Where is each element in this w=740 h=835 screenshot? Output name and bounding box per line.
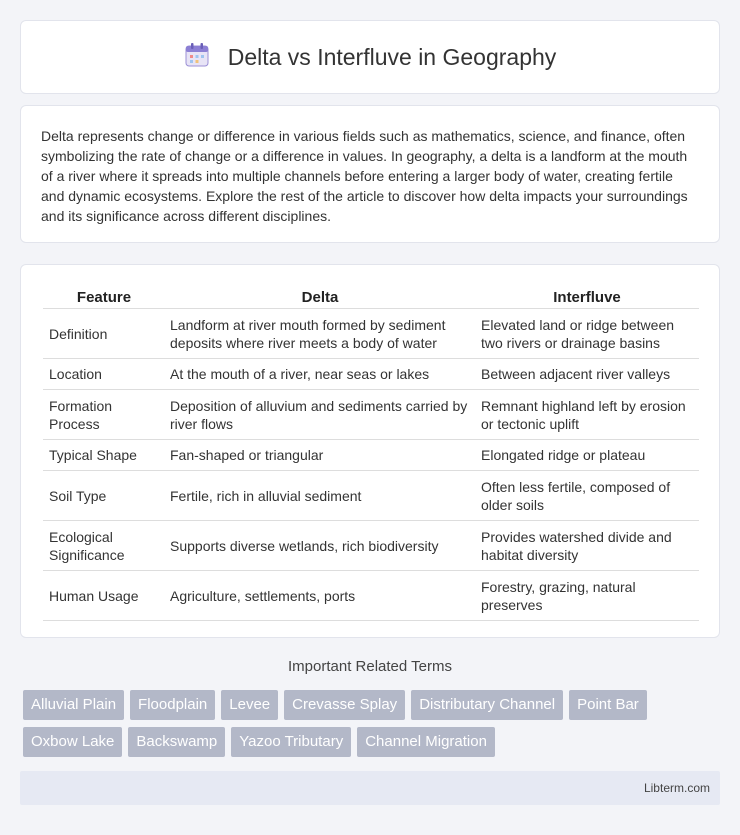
- header-feature: Feature: [43, 285, 165, 309]
- row-interfluve-cell: Provides watershed divide and habitat diversity: [476, 521, 699, 571]
- comparison-table: [43, 285, 699, 621]
- related-terms-title: Important Related Terms: [288, 658, 452, 675]
- row-feature-cell: Location: [43, 359, 165, 390]
- header-delta: Delta: [165, 285, 476, 309]
- row-delta-cell: At the mouth of a river, near seas or lakes: [165, 359, 476, 390]
- row-feature-cell: Ecological Significance: [43, 521, 165, 571]
- table-row: [43, 571, 699, 621]
- related-term-tag[interactable]: Point Bar: [569, 690, 647, 720]
- table-row: [43, 390, 699, 440]
- row-delta-cell: Deposition of alluvium and sediments carried by river flows: [165, 390, 476, 440]
- table-row: [43, 309, 699, 359]
- table-row: [43, 359, 699, 390]
- row-delta-cell: Agriculture, settlements, ports: [165, 571, 476, 621]
- related-term-tag[interactable]: Oxbow Lake: [23, 727, 122, 757]
- row-feature-cell: Formation Process: [43, 390, 165, 440]
- row-feature-cell: Typical Shape: [43, 440, 165, 471]
- row-interfluve-cell: Often less fertile, composed of older soils: [476, 471, 699, 521]
- table-row: [43, 521, 699, 571]
- related-term-tag[interactable]: Floodplain: [130, 690, 215, 720]
- intro-paragraph: Delta represents change or difference in various fields such as mathematics, science, and finance, often symbolizing the rate of change or a difference in values. In geography, a delta is a landform at the mouth of a river where it spreads into multiple channels before entering a larger body of water, creating fertile and dynamic ecosystems. Explore the rest of the article to discover how delta impacts your surroundings and its significance across different disciplines.: [41, 128, 688, 224]
- table-row: [43, 440, 699, 471]
- row-interfluve-cell: Elongated ridge or plateau: [476, 440, 699, 471]
- related-term-tag[interactable]: Channel Migration: [357, 727, 495, 757]
- comparison-table-card: [20, 264, 720, 638]
- row-feature-cell: Human Usage: [43, 571, 165, 621]
- calendar-icon: [184, 42, 210, 73]
- row-interfluve-cell: Remnant highland left by erosion or tectonic uplift: [476, 390, 699, 440]
- row-interfluve-cell: Elevated land or ridge between two rivers or drainage basins: [476, 309, 699, 359]
- header-inner: [184, 42, 557, 73]
- header-card: [20, 20, 720, 94]
- related-term-tag[interactable]: Levee: [221, 690, 278, 720]
- row-delta-cell: Fan-shaped or triangular: [165, 440, 476, 471]
- row-interfluve-cell: Between adjacent river valleys: [476, 359, 699, 390]
- footer-site-link[interactable]: Libterm.com: [643, 781, 710, 795]
- footer-bar: [20, 771, 720, 805]
- row-delta-cell: Supports diverse wetlands, rich biodiversity: [165, 521, 476, 571]
- row-feature-cell: Definition: [43, 309, 165, 359]
- related-term-tag[interactable]: Crevasse Splay: [284, 690, 405, 720]
- related-term-tag[interactable]: Backswamp: [128, 727, 225, 757]
- header-interfluve: Interfluve: [476, 285, 699, 309]
- row-delta-cell: Fertile, rich in alluvial sediment: [165, 471, 476, 521]
- row-feature-cell: Soil Type: [43, 471, 165, 521]
- row-interfluve-cell: Forestry, grazing, natural preserves: [476, 571, 699, 621]
- related-term-tag[interactable]: Distributary Channel: [411, 690, 563, 720]
- related-term-tag[interactable]: Alluvial Plain: [23, 690, 124, 720]
- row-delta-cell: Landform at river mouth formed by sediment deposits where river meets a body of water: [165, 309, 476, 359]
- table-row: [43, 471, 699, 521]
- table-header-row: [43, 285, 699, 309]
- page-title: Delta vs Interfluve in Geography: [227, 43, 557, 70]
- related-terms-tags: [23, 690, 723, 757]
- intro-card: [20, 105, 720, 243]
- related-term-tag[interactable]: Yazoo Tributary: [231, 727, 351, 757]
